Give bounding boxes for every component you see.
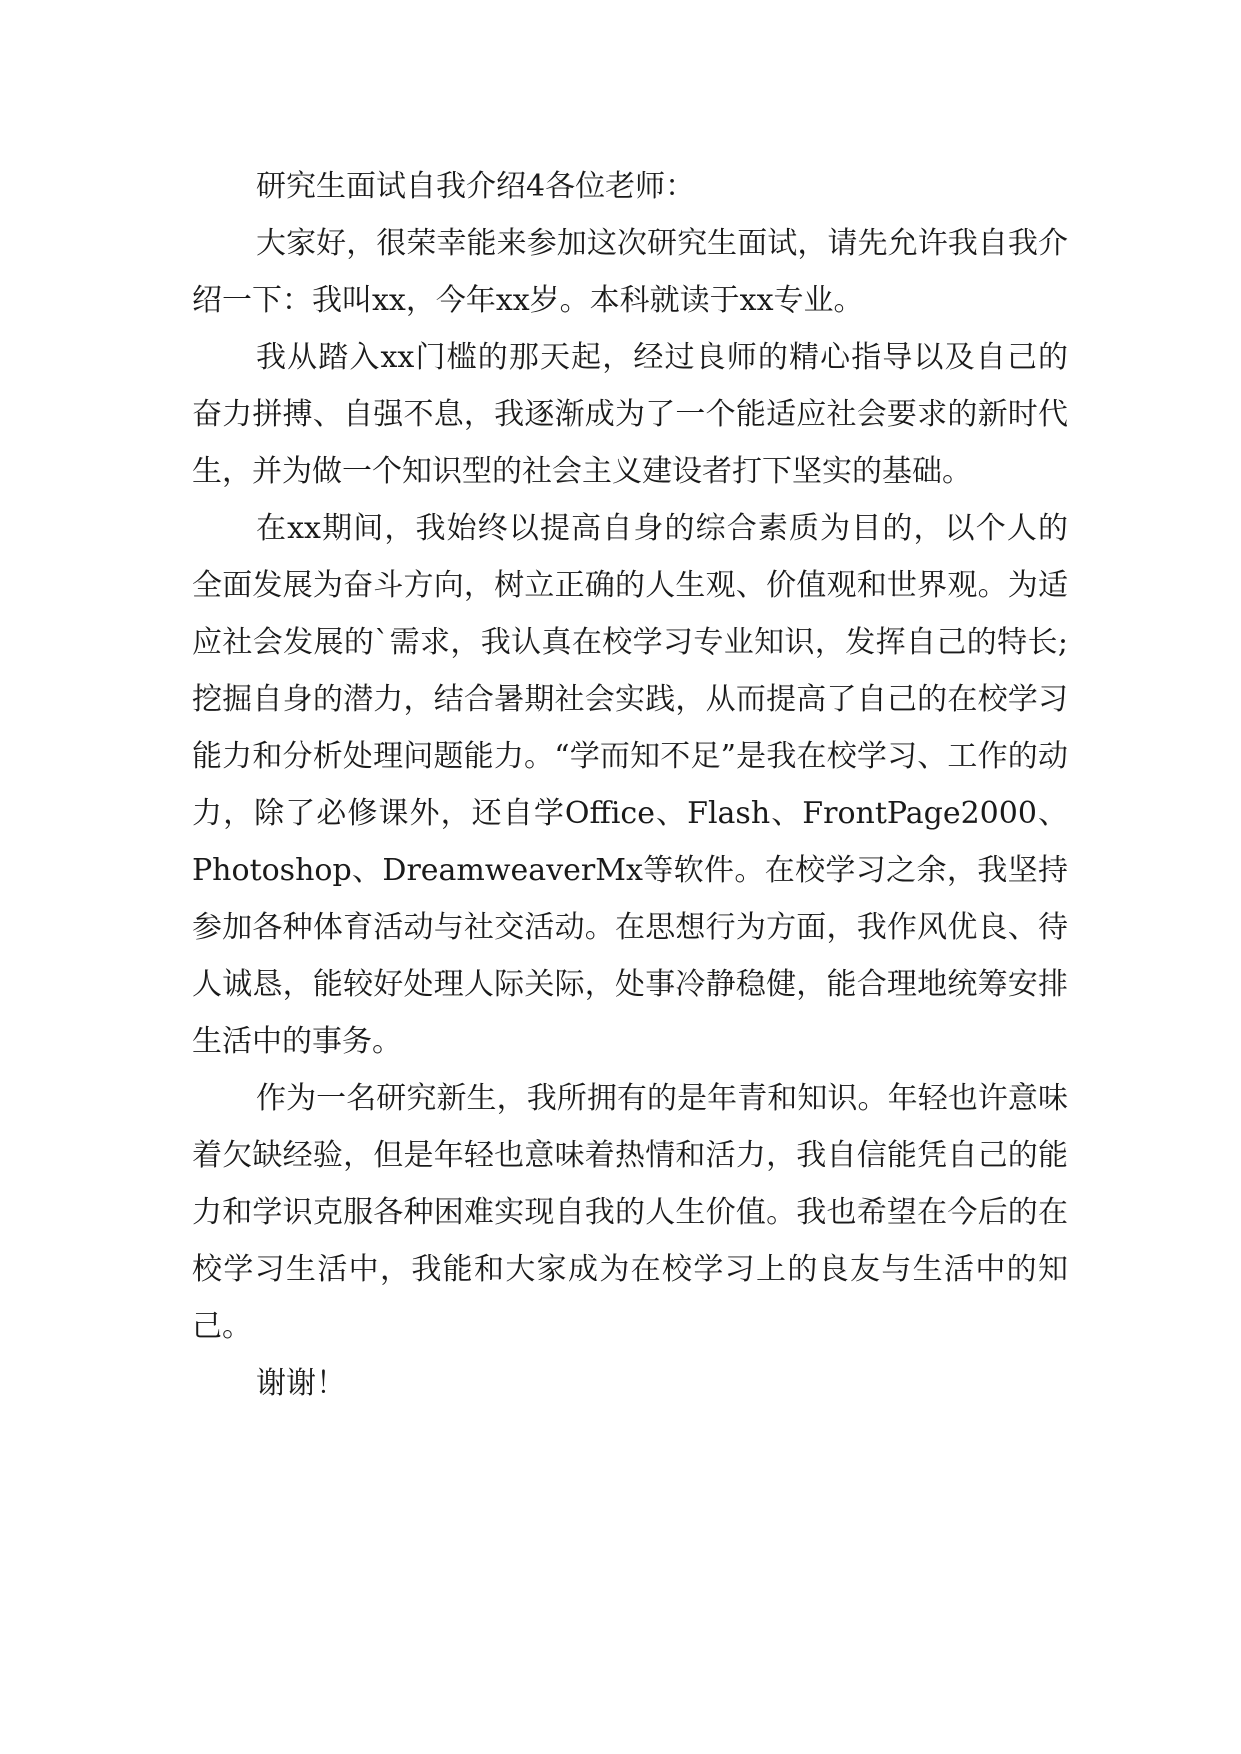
document-body [192,158,1068,1412]
paragraph-greeting: 大家好，很荣幸能来参加这次研究生面试，请先允许我自我介绍一下：我叫xx，今年xx岁。本科就读于xx专业。 [192,226,1068,318]
paragraph-study: 在xx期间，我始终以提高自身的综合素质为目的，以个人的全面发展为奋斗方向，树立正确的人生观、价值观和世界观。为适应社会发展的`需求，我认真在校学习专业知识，发挥自己的特长;挖掘自身的潜力，结合暑期社会实践，从而提高了自己的在校学习能力和分析处理问题能力。“学而知不足”是我在校学习、工作的动力，除了必修课外，还自学Office、Flash、FrontPage2000、Photoshop、DreamweaverMx等软件。在校学习之余，我坚持参加各种体育活动与社交活动。在思想行为方面，我作风优良、待人诚恳，能较好处理人际关际，处事冷静稳健，能合理地统筹安排生活中的事务。 [192,511,1068,1059]
paragraph-outlook: 作为一名研究新生，我所拥有的是年青和知识。年轻也许意味着欠缺经验，但是年轻也意味着热情和活力，我自信能凭自己的能力和学识克服各种困难实现自我的人生价值。我也希望在今后的在校学习生活中，我能和大家成为在校学习上的良友与生活中的知己。 [192,1081,1068,1344]
paragraph-background: 我从踏入xx门槛的那天起，经过良师的精心指导以及自己的奋力拼搏、自强不息，我逐渐成为了一个能适应社会要求的新时代生，并为做一个知识型的社会主义建设者打下坚实的基础。 [192,340,1068,489]
paragraph-thanks: 谢谢！ [256,1366,346,1401]
paragraph-heading: 研究生面试自我介绍4各位老师： [256,169,696,204]
